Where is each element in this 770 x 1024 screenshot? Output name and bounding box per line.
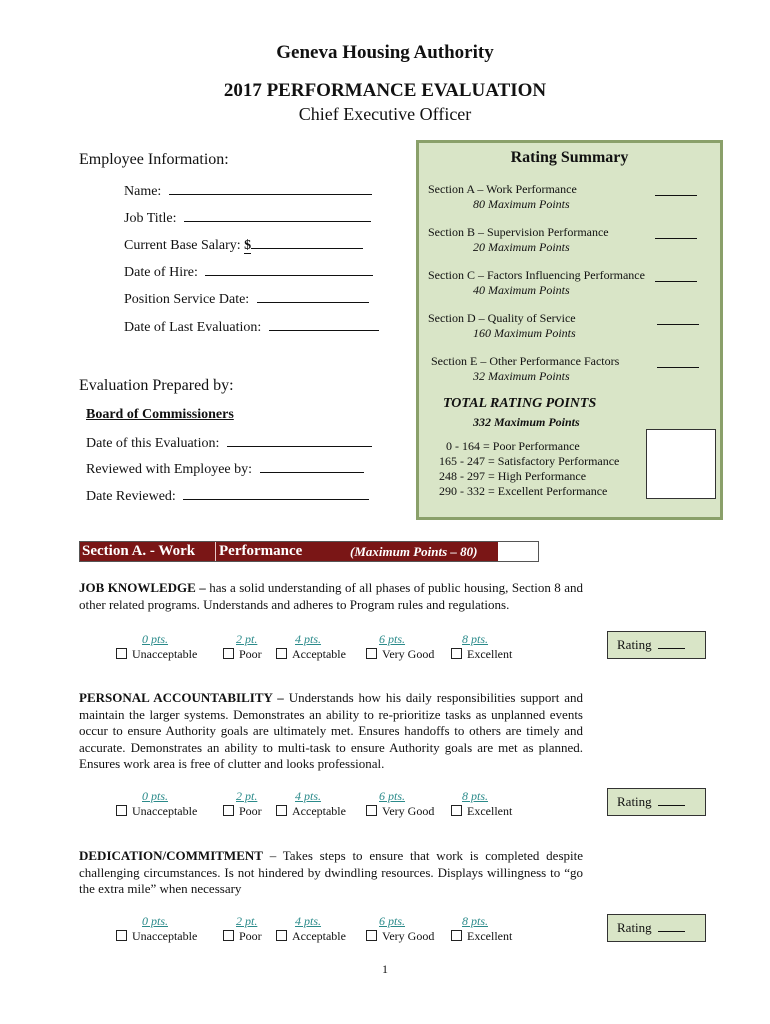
rating-label: Rating (617, 637, 652, 652)
rating-label: Rating (617, 920, 652, 935)
summary-section-e-max: 32 Maximum Points (473, 369, 570, 383)
scale-satisfactory: 165 - 247 = Satisfactory Performance (439, 454, 620, 468)
criterion-title: PERSONAL ACCOUNTABILITY – (79, 690, 284, 705)
rating-option[interactable] (116, 647, 197, 662)
section-a-title-2: Performance (219, 543, 303, 559)
checkbox[interactable] (451, 648, 462, 659)
criterion-personal-accountability (79, 690, 583, 773)
hire-date-blank[interactable] (205, 263, 373, 276)
position-service-field[interactable] (124, 290, 369, 308)
rating-option[interactable] (366, 647, 434, 662)
checkbox[interactable] (116, 648, 127, 659)
rating-summary-box (416, 140, 723, 520)
checkbox[interactable] (276, 648, 287, 659)
rating-blank[interactable] (658, 638, 685, 649)
section-a-max: (Maximum Points – 80) (350, 544, 478, 559)
option-label: Unacceptable (132, 929, 198, 943)
last-eval-blank[interactable] (269, 318, 379, 331)
name-blank[interactable] (169, 182, 372, 195)
org-name: Geneva Housing Authority (276, 42, 494, 63)
points-label: 0 pts. (142, 789, 169, 803)
summary-section-c: Section C – Factors Influencing Performance (428, 268, 645, 282)
criterion-title: JOB KNOWLEDGE – (79, 580, 206, 595)
option-label: Excellent (467, 647, 513, 661)
date-reviewed-field[interactable] (86, 487, 369, 505)
job-title-field[interactable] (124, 209, 371, 227)
points-label: 2 pt. (236, 789, 258, 803)
points-label: 0 pts. (142, 632, 169, 646)
option-label: Unacceptable (132, 804, 198, 818)
page-title: 2017 PERFORMANCE EVALUATION (223, 80, 547, 101)
points-label: 8 pts. (462, 789, 489, 803)
board-label: Board of Commissioners (86, 407, 234, 422)
rating-option[interactable] (451, 647, 512, 662)
option-label: Excellent (467, 804, 513, 818)
page-subtitle: Chief Executive Officer (298, 104, 472, 124)
salary-blank[interactable] (251, 236, 363, 249)
points-label: 2 pt. (236, 632, 258, 646)
hire-date-label: Date of Hire: (124, 265, 198, 280)
summary-section-c-max: 40 Maximum Points (473, 283, 570, 297)
criterion-dedication (79, 848, 583, 898)
rating-option[interactable] (451, 804, 512, 819)
salary-dollar: $ (244, 238, 252, 253)
criterion-job-knowledge (79, 580, 583, 613)
summary-section-d-max: 160 Maximum Points (473, 326, 576, 340)
reviewed-with-label: Reviewed with Employee by: (86, 462, 253, 477)
summary-section-d: Section D – Quality of Service (428, 311, 576, 325)
total-rating-label: TOTAL RATING POINTS (443, 396, 597, 411)
rating-blank[interactable] (658, 795, 685, 806)
checkbox[interactable] (366, 805, 377, 816)
checkbox[interactable] (366, 930, 377, 941)
rating-option[interactable] (116, 929, 197, 944)
rating-box-personal-accountability[interactable] (607, 788, 706, 816)
summary-section-a-blank[interactable] (655, 183, 697, 201)
checkbox[interactable] (223, 930, 234, 941)
name-label: Name: (124, 184, 162, 199)
section-a-header (79, 541, 539, 562)
option-label: Poor (239, 929, 262, 943)
scale-poor: 0 - 164 = Poor Performance (446, 439, 580, 453)
summary-section-b-max: 20 Maximum Points (473, 240, 570, 254)
rating-option[interactable] (276, 804, 346, 819)
rating-option[interactable] (116, 804, 197, 819)
job-title-blank[interactable] (184, 209, 371, 222)
criterion-text: Understands how his daily responsibilities support and maintain the larger systems. Demonstrates an ability to re-prioritize tasks as unplanned events occur to ensure Authority goals are ultimately met. Ensures handoffs to others are timely and accurate. Demonstrates an ability to multi-task to ensure Authority goals are met as planned. Ensures work area is free of clutter and looks professional. (79, 690, 584, 771)
option-label: Acceptable (292, 929, 346, 943)
employee-info-heading: Employee Information: (79, 151, 229, 168)
position-service-blank[interactable] (257, 290, 369, 303)
rating-option[interactable] (276, 929, 346, 944)
last-eval-field[interactable] (124, 318, 379, 336)
rating-summary-title: Rating Summary (510, 149, 629, 166)
salary-field[interactable] (124, 236, 363, 254)
summary-section-d-blank[interactable] (657, 312, 699, 330)
scale-high: 248 - 297 = High Performance (439, 469, 587, 483)
section-a-title: Section A. - Work (82, 543, 196, 559)
rating-blank[interactable] (658, 921, 685, 932)
eval-date-label: Date of this Evaluation: (86, 436, 220, 451)
summary-section-e-blank[interactable] (657, 355, 699, 373)
points-label: 0 pts. (142, 914, 169, 928)
option-label: Very Good (382, 804, 435, 818)
rating-box-job-knowledge[interactable] (607, 631, 706, 659)
scale-excellent: 290 - 332 = Excellent Performance (439, 484, 608, 498)
total-rating-max: 332 Maximum Points (473, 415, 580, 429)
position-service-label: Position Service Date: (124, 292, 250, 307)
eval-date-field[interactable] (86, 434, 372, 452)
checkbox[interactable] (276, 930, 287, 941)
checkbox[interactable] (116, 930, 127, 941)
rating-option[interactable] (366, 929, 434, 944)
reviewed-with-blank[interactable] (260, 460, 364, 473)
criterion-title: DEDICATION/COMMITMENT (79, 848, 263, 863)
points-label: 2 pt. (236, 914, 258, 928)
date-reviewed-blank[interactable] (183, 487, 369, 500)
last-eval-label: Date of Last Evaluation: (124, 320, 262, 335)
criterion-text: has a solid understanding of all phases of public housing, Section 8 and other related programs. Understands and adheres to Program rules and regulations. (79, 580, 583, 612)
option-label: Poor (239, 804, 262, 818)
checkbox[interactable] (451, 805, 462, 816)
rating-option[interactable] (223, 647, 262, 662)
page-number: 1 (382, 962, 388, 976)
checkbox[interactable] (223, 805, 234, 816)
points-label: 6 pts. (379, 914, 406, 928)
summary-section-b: Section B – Supervision Performance (428, 225, 609, 239)
checkbox[interactable] (276, 805, 287, 816)
points-label: 4 pts. (295, 632, 322, 646)
checkbox[interactable] (116, 805, 127, 816)
summary-section-b-blank[interactable] (655, 226, 697, 244)
option-label: Very Good (382, 647, 435, 661)
checkbox[interactable] (366, 648, 377, 659)
option-label: Poor (239, 647, 262, 661)
summary-section-e: Section E – Other Performance Factors (431, 354, 620, 368)
checkbox[interactable] (223, 648, 234, 659)
summary-section-a: Section A – Work Performance (428, 182, 577, 196)
prepared-by-heading: Evaluation Prepared by: (79, 377, 234, 394)
reviewed-with-field[interactable] (86, 460, 364, 478)
job-title-label: Job Title: (124, 211, 177, 226)
rating-option[interactable] (223, 929, 262, 944)
option-label: Excellent (467, 929, 513, 943)
rating-option[interactable] (223, 804, 262, 819)
hire-date-field[interactable] (124, 263, 373, 281)
rating-label: Rating (617, 794, 652, 809)
rating-box-dedication[interactable] (607, 914, 706, 942)
points-label: 6 pts. (379, 789, 406, 803)
rating-option[interactable] (366, 804, 434, 819)
name-field[interactable] (124, 182, 372, 200)
salary-label: Current Base Salary: (124, 238, 241, 253)
option-label: Unacceptable (132, 647, 198, 661)
option-label: Acceptable (292, 804, 346, 818)
criterion-text: – Takes steps to ensure that work is completed despite challenging circumstances. Is not hindered by dwindling resources. Displays willingness to “go the extra mile” when necessary (79, 848, 583, 896)
total-score-box[interactable] (646, 429, 716, 499)
option-label: Acceptable (292, 647, 346, 661)
points-label: 8 pts. (462, 632, 489, 646)
rating-option[interactable] (451, 929, 512, 944)
points-label: 6 pts. (379, 632, 406, 646)
eval-date-blank[interactable] (227, 434, 372, 447)
option-label: Very Good (382, 929, 435, 943)
summary-section-c-blank[interactable] (655, 269, 697, 287)
points-label: 4 pts. (295, 789, 322, 803)
points-label: 8 pts. (462, 914, 489, 928)
rating-option[interactable] (276, 647, 346, 662)
summary-section-a-max: 80 Maximum Points (473, 197, 570, 211)
date-reviewed-label: Date Reviewed: (86, 489, 176, 504)
checkbox[interactable] (451, 930, 462, 941)
points-label: 4 pts. (295, 914, 322, 928)
